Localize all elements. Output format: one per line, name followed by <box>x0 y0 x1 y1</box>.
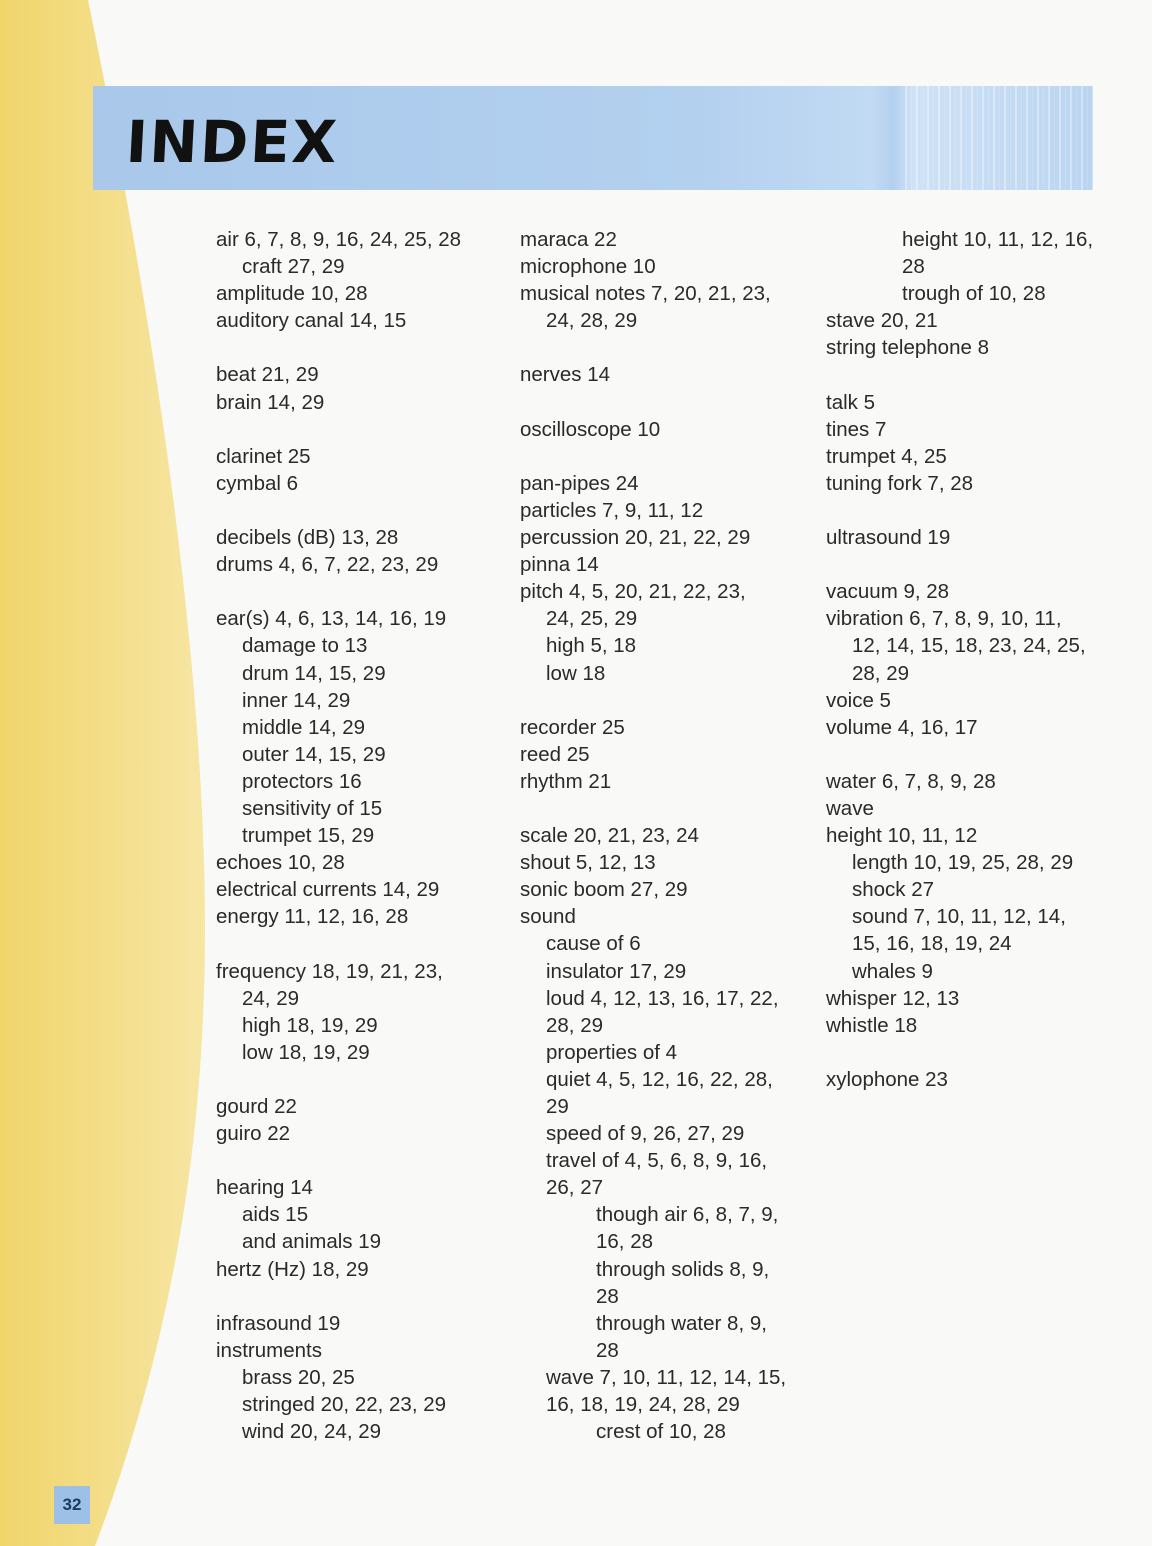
index-subentry: sound 7, 10, 11, 12, 14, <box>852 905 1066 929</box>
index-subentry: 26, 27 <box>546 1176 603 1200</box>
index-entry: instruments <box>216 1338 322 1362</box>
index-spacer <box>520 687 810 714</box>
index-subentry: wave 7, 10, 11, 12, 14, 15, <box>546 1365 787 1389</box>
index-subentry: and animals 19 <box>242 1230 382 1254</box>
index-spacer <box>216 578 506 605</box>
index-subentry: craft 27, 29 <box>242 255 345 279</box>
index-subentry: 28 <box>596 1284 619 1308</box>
index-entry: wave <box>826 796 874 820</box>
index-spacer <box>216 930 506 957</box>
index-entry: reed 25 <box>520 742 590 766</box>
index-spacer <box>520 334 810 361</box>
index-subentry: shock 27 <box>852 878 935 902</box>
index-entry: whisper 12, 13 <box>826 986 960 1010</box>
index-spacer <box>216 1066 506 1093</box>
index-spacer <box>216 334 506 361</box>
index-entry: ear(s) 4, 6, 13, 14, 16, 19 <box>216 607 447 631</box>
index-entry: hearing 14 <box>216 1176 313 1200</box>
index-subentry: 24, 29 <box>242 986 299 1010</box>
index-subentry: quiet 4, 5, 12, 16, 22, 28, <box>546 1067 773 1091</box>
index-subentry: trumpet 15, 29 <box>242 824 375 848</box>
index-entry: xylophone 23 <box>826 1067 948 1091</box>
index-entry: beat 21, 29 <box>216 363 319 387</box>
index-subentry: low 18, 19, 29 <box>242 1040 370 1064</box>
index-entry: voice 5 <box>826 688 891 712</box>
index-spacer <box>520 389 810 416</box>
index-entry: drums 4, 6, 7, 22, 23, 29 <box>216 553 439 577</box>
index-subentry: middle 14, 29 <box>242 715 366 739</box>
index-entry: scale 20, 21, 23, 24 <box>520 824 699 848</box>
index-entry: sound <box>520 905 576 929</box>
index-entry: tuning fork 7, 28 <box>826 471 974 495</box>
index-entry: infrasound 19 <box>216 1311 341 1335</box>
index-entry: recorder 25 <box>520 715 625 739</box>
index-entry: whistle 18 <box>826 1013 918 1037</box>
index-subentry: height 10, 11, 12, 16, <box>902 228 1094 251</box>
page-number-badge: 32 <box>54 1486 90 1524</box>
index-subentry: speed of 9, 26, 27, 29 <box>546 1122 745 1146</box>
index-spacer <box>520 795 810 822</box>
index-subentry: 16, 28 <box>596 1230 653 1254</box>
index-subentry: outer 14, 15, 29 <box>242 742 386 766</box>
index-subentry: trough of 10, 28 <box>902 282 1046 306</box>
index-entry: guiro 22 <box>216 1122 291 1146</box>
index-subentry: cause of 6 <box>546 932 641 956</box>
index-spacer <box>216 1283 506 1310</box>
index-entry: decibels (dB) 13, 28 <box>216 526 399 550</box>
index-entry: particles 7, 9, 11, 12 <box>520 498 704 522</box>
index-entry: ultrasound 19 <box>826 526 951 550</box>
index-subentry: 12, 14, 15, 18, 23, 24, 25, <box>852 634 1086 658</box>
index-entry: maraca 22 <box>520 228 617 251</box>
index-entry: rhythm 21 <box>520 769 612 793</box>
index-entry: volume 4, 16, 17 <box>826 715 978 739</box>
index-column-2 <box>520 226 810 1445</box>
index-subentry: high 18, 19, 29 <box>242 1013 378 1037</box>
index-entry: air 6, 7, 8, 9, 16, 24, 25, 28 <box>216 228 462 251</box>
index-subentry: length 10, 19, 25, 28, 29 <box>852 851 1074 875</box>
index-subentry: travel of 4, 5, 6, 8, 9, 16, <box>546 1149 768 1173</box>
index-entry: energy 11, 12, 16, 28 <box>216 905 409 929</box>
index-spacer <box>826 361 1116 388</box>
index-entry: sonic boom 27, 29 <box>520 878 688 902</box>
index-spacer <box>826 551 1116 578</box>
index-column-3 <box>826 226 1116 1093</box>
index-entry: cymbal 6 <box>216 471 299 495</box>
index-subentry: damage to 13 <box>242 634 368 658</box>
index-subentry: 29 <box>546 1095 569 1118</box>
index-entry: clarinet 25 <box>216 444 311 468</box>
index-subentry: 28 <box>902 255 925 279</box>
index-subentry: loud 4, 12, 13, 16, 17, 22, <box>546 986 779 1010</box>
index-subentry: 28, 29 <box>852 661 909 685</box>
index-subentry: properties of 4 <box>546 1040 678 1064</box>
index-spacer <box>826 1039 1116 1066</box>
index-subentry: 15, 16, 18, 19, 24 <box>852 932 1012 956</box>
index-subentry: 28 <box>596 1338 619 1362</box>
index-entry: oscilloscope 10 <box>520 417 661 441</box>
index-entry: electrical currents 14, 29 <box>216 878 440 902</box>
index-subentry: drum 14, 15, 29 <box>242 661 386 685</box>
title-bar-stripes <box>905 86 1093 190</box>
index-spacer <box>216 416 506 443</box>
index-entry: vibration 6, 7, 8, 9, 10, 11, <box>826 607 1062 631</box>
index-subentry: whales 9 <box>852 959 933 983</box>
index-entry: hertz (Hz) 18, 29 <box>216 1257 369 1281</box>
index-entry: height 10, 11, 12 <box>826 824 978 848</box>
index-entry: frequency 18, 19, 21, 23, <box>216 959 443 983</box>
index-subentry: brass 20, 25 <box>242 1365 355 1389</box>
index-subentry: 28, 29 <box>546 1013 603 1037</box>
index-subentry: protectors 16 <box>242 769 362 793</box>
index-entry: pitch 4, 5, 20, 21, 22, 23, <box>520 580 746 604</box>
index-entry: gourd 22 <box>216 1095 297 1118</box>
index-column-1 <box>216 226 506 1445</box>
index-entry: pan-pipes 24 <box>520 471 639 495</box>
index-spacer <box>826 497 1116 524</box>
index-spacer <box>826 741 1116 768</box>
index-entry: nerves 14 <box>520 363 611 387</box>
index-spacer <box>216 497 506 524</box>
index-entry: amplitude 10, 28 <box>216 282 368 306</box>
index-entry: vacuum 9, 28 <box>826 580 950 604</box>
index-entry: microphone 10 <box>520 255 656 279</box>
index-subentry: through water 8, 9, <box>596 1311 767 1335</box>
index-spacer <box>216 1147 506 1174</box>
index-subentry: aids 15 <box>242 1203 309 1227</box>
index-entry: pinna 14 <box>520 553 599 577</box>
index-subentry: inner 14, 29 <box>242 688 351 712</box>
index-entry: brain 14, 29 <box>216 390 325 414</box>
index-subentry: high 5, 18 <box>546 634 637 658</box>
index-entry: string telephone 8 <box>826 336 989 360</box>
index-subentry: low 18 <box>546 661 606 685</box>
index-entry: echoes 10, 28 <box>216 851 345 875</box>
index-subentry: crest of 10, 28 <box>596 1420 726 1444</box>
index-subentry: 24, 28, 29 <box>546 309 638 333</box>
index-entry: trumpet 4, 25 <box>826 444 947 468</box>
index-entry: tines 7 <box>826 417 887 441</box>
index-subentry: insulator 17, 29 <box>546 959 687 983</box>
index-spacer <box>520 443 810 470</box>
index-entry: shout 5, 12, 13 <box>520 851 656 875</box>
index-entry: musical notes 7, 20, 21, 23, <box>520 282 771 306</box>
index-subentry: sensitivity of 15 <box>242 796 383 820</box>
index-entry: talk 5 <box>826 390 875 414</box>
index-subentry: through solids 8, 9, <box>596 1257 770 1281</box>
index-entry: water 6, 7, 8, 9, 28 <box>826 769 996 793</box>
index-subentry: wind 20, 24, 29 <box>242 1420 382 1444</box>
index-subentry: 24, 25, 29 <box>546 607 638 631</box>
index-entry: stave 20, 21 <box>826 309 938 333</box>
index-subentry: stringed 20, 22, 23, 29 <box>242 1393 447 1417</box>
page-title: INDEX <box>124 108 341 176</box>
index-subentry: 16, 18, 19, 24, 28, 29 <box>546 1393 740 1417</box>
index-entry: percussion 20, 21, 22, 29 <box>520 526 751 550</box>
index-subentry: though air 6, 8, 7, 9, <box>596 1203 779 1227</box>
index-entry: auditory canal 14, 15 <box>216 309 407 333</box>
